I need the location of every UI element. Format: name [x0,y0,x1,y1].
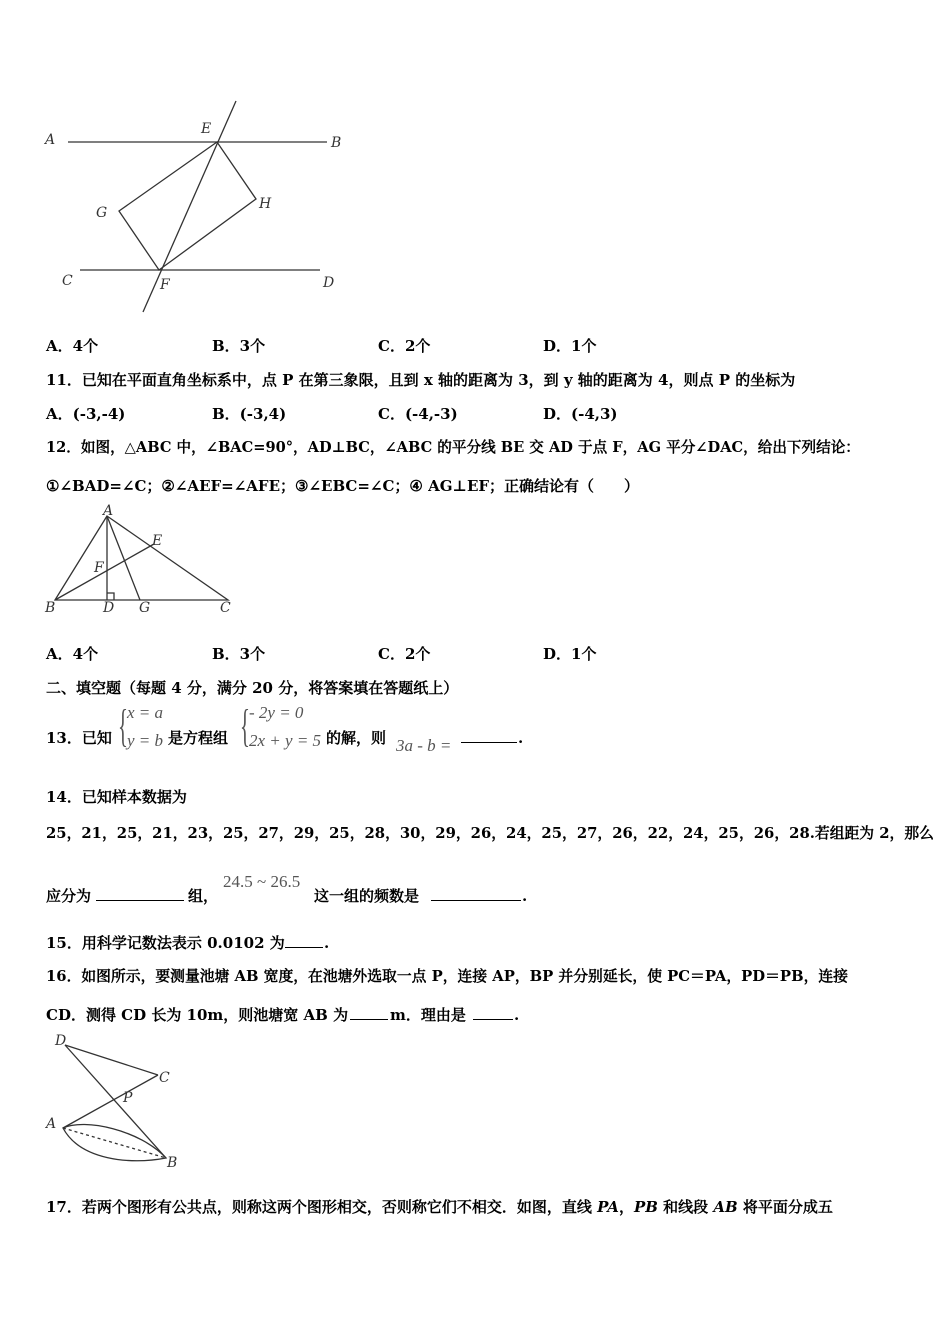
q10-option-c[interactable]: C．2个 [378,337,431,355]
q17-pb: PB [633,1198,658,1216]
label-p: P [123,1090,133,1106]
label-e: E [201,121,212,137]
label-c: C [220,600,231,616]
line-ef [143,101,236,312]
q13-end: . [518,729,524,747]
q10-option-b[interactable]: B．3个 [212,337,266,355]
label-h: H [259,196,272,212]
label-a: A [103,503,114,519]
label-b: B [331,135,342,151]
label-e: E [152,533,163,549]
q15-answer-blank[interactable] [285,933,323,948]
section-2-heading: 二、填空题（每题 4 分，满分 20 分，将答案填在答题纸上） [46,679,459,697]
label-d: D [103,600,115,616]
q13-brace-1: { [118,700,128,751]
q11-text: 11．已知在平面直角坐标系中，点 P 在第三象限，且到 x 轴的距离为 3，到 y 轴的距离为 4，则点 P 的坐标为 [46,371,796,389]
q12-line1: 12．如图，△ABC 中，∠BAC=90°，AD⊥BC，∠ABC 的平分线 BE 交 AD 于点 F，AG 平分∠DAC，给出下列结论： [46,439,860,456]
pond-outline [63,1125,166,1161]
q11-option-c[interactable]: C．(-4,-3) [378,405,458,423]
q12-option-a[interactable]: A．4个 [46,645,99,663]
q12-option-c[interactable]: C．2个 [378,645,431,663]
q16-line1: 16．如图所示，要测量池塘 AB 宽度，在池塘外选取一点 P，连接 AP，BP 并分别延长，使 PC＝PA，PD＝PB，连接 [46,968,848,985]
rectangle-eghf [119,142,256,270]
q11-option-d[interactable]: D．(-4,3) [543,405,618,423]
q13-expression: 3a - b = [396,736,452,755]
q13-prefix: 13．已知 [46,729,112,747]
figure-pond [40,1030,190,1175]
label-a: A [45,132,56,148]
q14-line3b: 组， [188,887,219,905]
q17-pa: PA [597,1198,619,1216]
q14-range: 24.5 ~ 26.5 [223,872,301,891]
q14-frequency-blank[interactable] [431,886,521,901]
q10-option-d[interactable]: D．1个 [543,337,597,355]
q14-line2: 25，21，25，21，23，25，27，29，25，28，30，29，26，24，25，27，26，22，24，25，26，28.若组距为 2，那么 [46,825,934,842]
label-d: D [323,275,335,291]
label-f: F [160,277,170,293]
label-a: A [46,1116,57,1132]
q16-reason-blank[interactable] [473,1005,513,1020]
q12-line2: ①∠BAD=∠C；②∠AEF=∠AFE；③∠EBC=∠C；④ AG⊥EF；正确结论有（ ） [46,477,640,495]
label-c: C [159,1070,170,1086]
q13-suffix: 的解，则 [326,729,387,747]
figure-triangle-abc [40,500,240,620]
q12-option-b[interactable]: B．3个 [212,645,266,663]
q17-sep: ， [618,1198,634,1216]
q14-groups-blank[interactable] [96,886,184,901]
label-b: B [167,1155,178,1171]
label-d: D [55,1033,67,1049]
q11-option-b[interactable]: B．(-3,4) [212,405,287,423]
segment-ab-dashed [63,1128,166,1158]
q17-pre: 17．若两个图形有公共点，则称这两个图形相交，否则称它们不相交．如图，直线 [46,1198,598,1216]
figure-parallel-lines [40,95,360,320]
triangle-abc [55,516,228,600]
segment-ac [63,1075,158,1128]
q14-line3d: . [522,887,528,905]
label-c: C [62,273,73,289]
q14-line3a: 应分为 [46,887,92,905]
q16-line2a: CD．测得 CD 长为 10m，则池塘宽 AB 为 [46,1006,349,1024]
label-g: G [96,205,108,221]
q11-option-a[interactable]: A．(-3,-4) [46,405,126,423]
segment-ag [107,516,140,600]
q13-answer-blank[interactable] [461,728,517,743]
label-g: G [139,600,151,616]
q13-mid: 是方程组 [168,729,229,747]
q16-line2c: . [514,1006,520,1024]
q16-line2b: m．理由是 [390,1006,466,1024]
q17-post: 将平面分成五 [737,1198,833,1216]
q17-mid: 和线段 [657,1198,714,1216]
q12-option-d[interactable]: D．1个 [543,645,597,663]
q13-sys1-bot: y = b [127,731,164,750]
q14-line3c: 这一组的频数是 [314,887,420,905]
q10-option-a[interactable]: A．4个 [46,337,99,355]
right-angle-mark [107,593,114,600]
label-f: F [94,560,104,576]
label-b: B [45,600,56,616]
q17-ab: AB [713,1198,738,1216]
q13-sys2-bot: 2x + y = 5 [249,731,322,750]
q14-line1: 14．已知样本数据为 [46,788,187,806]
q13-brace-2: { [240,700,250,751]
q13-sys1-top: x = a [127,703,164,722]
q13-sys2-top: - 2y = 0 [249,703,304,722]
q17-text [46,1197,833,1217]
segment-be [55,544,154,600]
q16-width-blank[interactable] [350,1005,388,1020]
q15-end: . [324,934,330,952]
q15-text: 15．用科学记数法表示 0.0102 为 [46,934,285,952]
